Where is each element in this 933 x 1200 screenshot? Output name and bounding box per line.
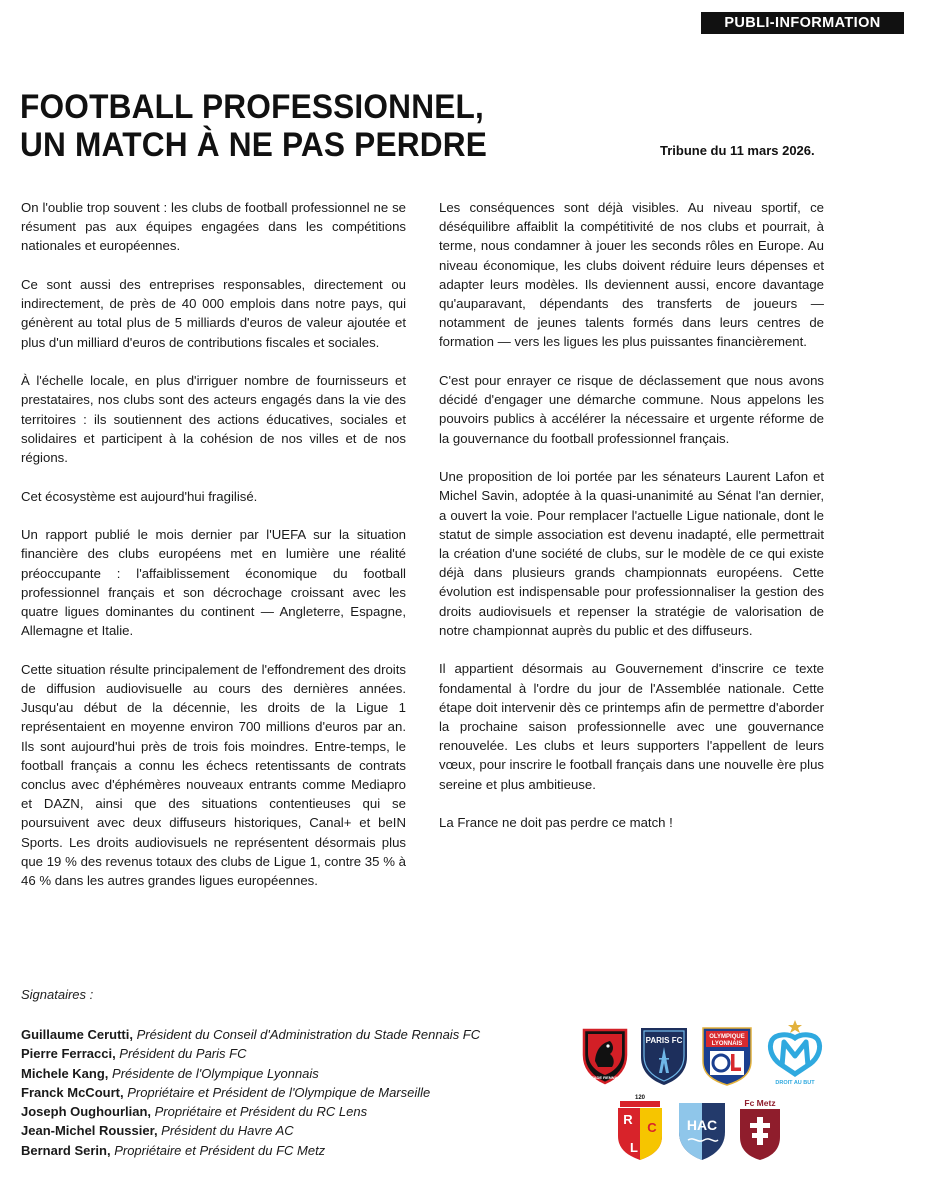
- signatories-list: [21, 1025, 581, 1160]
- paragraph: C'est pour enrayer ce risque de déclassement que nous avons décidé d'engager une démarche commune. Nous appelons les pouvoirs publics à accélérer la nécessaire et urgente réforme de la gouvernance du football professionnel français.: [439, 373, 824, 446]
- paragraph: Un rapport publié le mois dernier par l'UEFA sur la situation financière des clubs européens met en lumière une réalité préoccupante : l'affaiblissement économique du football professionnel français et son décrochage croissant avec les quatre ligues dominantes du continent — Angleterre, Espagne, Allemagne et Italie.: [21, 527, 406, 639]
- signatory-name: Bernard Serin,: [21, 1142, 111, 1158]
- signatory-name: Michele Kang,: [21, 1065, 109, 1081]
- signatory-role: Propriétaire et Président du FC Metz: [110, 1142, 326, 1158]
- signatory-row: [21, 1102, 581, 1121]
- article-title: [20, 88, 597, 164]
- signatory-name: Jean-Michel Roussier,: [21, 1123, 158, 1139]
- signatory-row: [21, 1044, 581, 1063]
- signatory-role: Propriétaire et Président du RC Lens: [151, 1104, 368, 1120]
- paragraph: Ce sont aussi des entreprises responsables, directement ou indirectement, de près de 40 000 emplois dans notre pays, qui génèrent au total plus de 5 milliards d'euros de valeur ajoutée et plus d'un milliard d'euros de contributions fiscales et sociales.: [21, 277, 406, 350]
- title-line-2: UN MATCH À NE PAS PERDRE: [20, 126, 488, 164]
- svg-text:120: 120: [634, 1095, 646, 1101]
- signatory-role: Présidente de l'Olympique Lyonnais: [108, 1065, 319, 1081]
- signatory-name: Joseph Oughourlian,: [21, 1104, 152, 1120]
- paragraph: Une proposition de loi portée par les sénateurs Laurent Lafon et Michel Savin, adoptée à la quasi-unanimité au Sénat l'an dernier, a ouvert la voie. Pour remplacer l'actuelle Ligue nationale, dont le statut de simple association est devenu inadapté, elle permettrait la création d'une société de clubs, sur le modèle de ce qui existe déjà dans plusieurs grands championnats européens. Cette évolution est indispensable pour professionnaliser la gestion des droits audiovisuels et repenser la stratégie de valorisation de notre championnat auprès du public et des diffuseurs.: [439, 469, 824, 638]
- paris-fc-logo: [638, 1025, 690, 1087]
- paragraph: Les conséquences sont déjà visibles. Au niveau sportif, ce déséquilibre affaiblit la compétitivité de nos clubs et pourrait, à terme, nous condamner à jouer les seconds rôles en Europe. Au niveau économique, les clubs doivent réduire leurs dépenses et adapter leurs modèles. Ils deviennent aussi, encore davantage qu'auparavant, dépendants des transferts de joueurs — notamment de jeunes talents formés dans leurs centres de formation — vers les ligues les plus puissantes financièrement.: [439, 200, 824, 350]
- article-date: Tribune du 11 mars 2026.: [660, 143, 815, 158]
- signatory-role: Président du Paris FC: [115, 1046, 247, 1062]
- signatory-name: Guillaume Cerutti,: [21, 1027, 133, 1042]
- havre-ac-logo: [676, 1100, 728, 1162]
- publi-information-badge: PUBLI-INFORMATION: [701, 12, 904, 34]
- paragraph: La France ne doit pas perdre ce match !: [439, 815, 673, 831]
- signatory-name: Pierre Ferracci,: [21, 1046, 116, 1062]
- paragraph: Il appartient désormais au Gouvernement d'inscrire ce texte fondamental à l'ordre du jour de l'Assemblée nationale. Cette étape doit intervenir dès ce printemps afin de permettre d'aborder la prochaine saison professionnelle avec une gouvernance renouvelée. Les clubs et leurs supporters l'appellent de leurs vœux, pour inscrire le football français dans une nouvelle ère plus sereine et plus ambitieuse.: [439, 661, 824, 792]
- signatory-role: Président du Conseil d'Administration du Stade Rennais FC: [132, 1027, 481, 1042]
- svg-text:OLYMPIQUE: OLYMPIQUE: [709, 1034, 745, 1040]
- stade-rennais-logo: [580, 1027, 630, 1085]
- right-column: [439, 198, 824, 852]
- paragraph: À l'échelle locale, en plus d'irriguer nombre de fournisseurs et prestataires, nos clubs sont des acteurs engagés dans la vie des territoires : ils soutiennent des actions éducatives, sociales et solidaires et participent à la cohésion de nos villes et de nos régions.: [21, 373, 406, 466]
- paragraph: On l'oublie trop souvent : les clubs de football professionnel ne se résument pas aux équipes engagées dans les compétitions nationales et européennes.: [21, 200, 406, 254]
- svg-text:STADE RENNAIS: STADE RENNAIS: [588, 1075, 622, 1080]
- rc-lens-logo: [614, 1092, 666, 1162]
- svg-text:L: L: [630, 1140, 638, 1155]
- fc-metz-logo: [737, 1097, 783, 1161]
- svg-text:R: R: [623, 1112, 633, 1127]
- paragraph: Cet écosystème est aujourd'hui fragilisé.: [21, 488, 258, 504]
- signatory-row: [21, 1083, 581, 1102]
- svg-text:C: C: [647, 1120, 657, 1135]
- signatory-role: Président du Havre AC: [157, 1123, 294, 1139]
- signatory-row: [21, 1064, 581, 1083]
- paragraph: Cette situation résulte principalement de l'effondrement des droits de diffusion audiovisuelle au cours des dernières années. Jusqu'au début de la décennie, les droits de la Ligue 1 représentaient en moyenne environ 700 millions d'euros par an. Ils sont aujourd'hui près de trois fois moindres. Entre-temps, le football français a connu les échecs retentissants de contrats conclus avec d'éphémères nouveaux entrants comme Mediapro et DAZN, ainsi que des situations contentieuses qui se poursuivent avec deux diffuseurs historiques, Canal+ et beIN Sports. Les droits audiovisuels ne représentent désormais plus que 19 % des revenus totaux des clubs de Ligue 1, contre 35 % à 46 % dans les autres grandes ligues européennes.: [21, 661, 406, 889]
- svg-text:Fc Metz: Fc Metz: [744, 1098, 776, 1108]
- svg-text:LYONNAIS: LYONNAIS: [711, 1041, 743, 1047]
- signatories-label: Signataires :: [21, 987, 94, 1002]
- signatory-row: [21, 1121, 581, 1140]
- olympique-marseille-logo: [762, 1018, 828, 1088]
- left-column: [21, 198, 406, 910]
- svg-text:PARIS FC: PARIS FC: [645, 1036, 683, 1045]
- svg-text:HAC: HAC: [686, 1117, 718, 1133]
- signatory-role: Propriétaire et Président de l'Olympique de Marseille: [123, 1084, 431, 1100]
- om-motto-text: DROIT AU BUT: [775, 1080, 815, 1086]
- title-line-1: FOOTBALL PROFESSIONNEL,: [20, 88, 484, 126]
- olympique-lyonnais-logo: [700, 1025, 754, 1087]
- signatory-name: Franck McCourt,: [21, 1084, 124, 1100]
- signatory-row: [21, 1141, 581, 1160]
- signatory-row: [21, 1025, 581, 1044]
